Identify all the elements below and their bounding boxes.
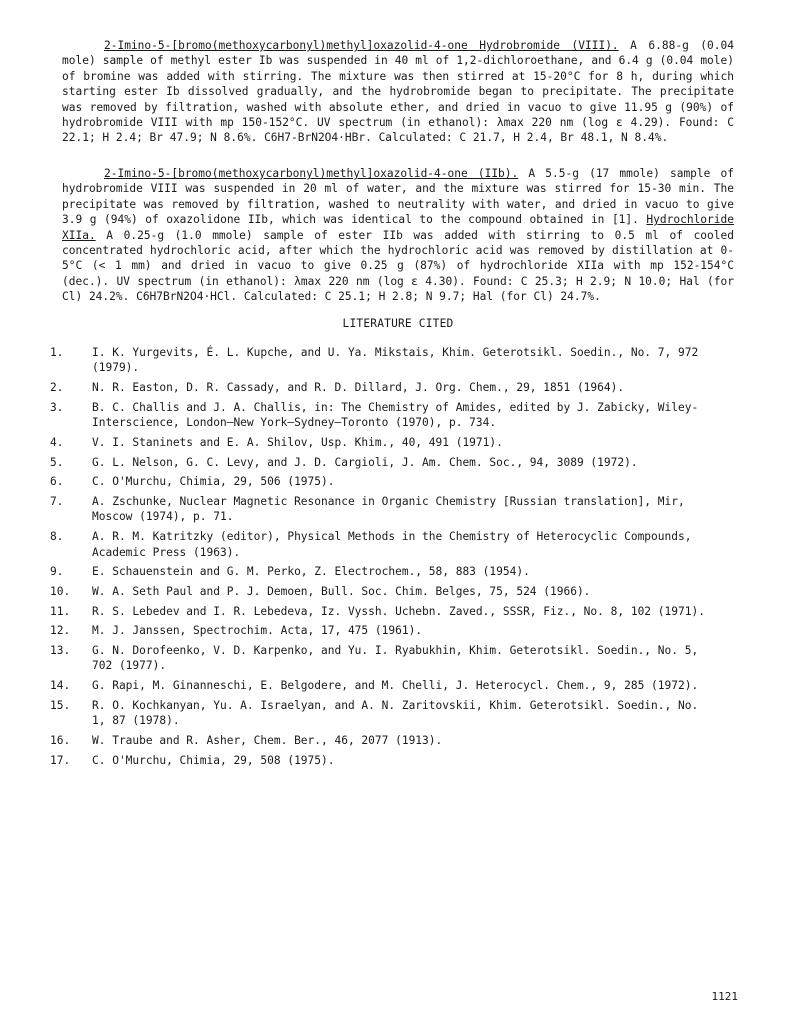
reference-item	[50, 380, 740, 395]
reference-item	[50, 474, 740, 489]
reference-item	[50, 678, 740, 693]
page-number: 1121	[711, 990, 738, 1003]
paragraph-xiia-body: A 0.25-g (1.0 mmole) sample of ester IIb was added with stirring to 0.5 ml of cooled concentrated hydrochloric acid, after which the hydrochloric acid was removed by distillation at 0-5°C (< 1 mm) and dried in vacuo to give 0.25 g (87%) of hydrochloride XIIa with mp 152-154°C (dec.). UV spectrum (in ethanol): λmax 220 nm (log ε 4.30). Found: C 25.3; H 2.9; N 10.0; Hal (for Cl) 24.2%. C6H7BrN2O4·HCl. Calculated: C 25.1; H 2.8; N 9.7; Hal (for Cl) 24.7%.	[62, 228, 734, 304]
reference-item	[50, 529, 740, 560]
reference-text: C. O'Murchu, Chimia, 29, 506 (1975).	[92, 475, 335, 489]
reference-text: G. Rapi, M. Ginanneschi, E. Belgodere, and M. Chelli, J. Heterocycl. Chem., 9, 285 (1972).	[92, 679, 699, 693]
reference-item	[50, 733, 740, 748]
reference-number: 14.	[50, 679, 71, 693]
reference-item	[50, 494, 740, 525]
reference-item	[50, 623, 740, 638]
reference-item	[50, 753, 740, 768]
reference-number: 11.	[50, 604, 71, 618]
compound-title-xiia: Hydrochloride XIIa.	[62, 213, 734, 242]
reference-number: 10.	[50, 584, 71, 598]
reference-number: 13.	[50, 644, 71, 658]
reference-number: 16.	[50, 733, 71, 747]
reference-number: 5.	[50, 455, 64, 469]
paragraph-iib-body: A 5.5-g (17 mmole) sample of hydrobromide VIII was suspended in 20 ml of water, and the mixture was stirred for 15-30 min. The precipitate was removed by filtration, washed to neutrality with water, and dried in vacuo to give 3.9 g (94%) of oxazolidone IIb, which was identical to the compound obtained in [1].	[62, 167, 734, 227]
reference-number: 2.	[50, 381, 64, 395]
reference-text: B. C. Challis and J. A. Challis, in: The Chemistry of Amides, edited by J. Zabicky, Wiley-Interscience, London—New York—Sydney—Toronto (1970), p. 734.	[92, 400, 699, 430]
reference-text: M. J. Janssen, Spectrochim. Acta, 17, 475 (1961).	[92, 624, 423, 638]
reference-text: W. A. Seth Paul and P. J. Demoen, Bull. Soc. Chim. Belges, 75, 524 (1966).	[92, 584, 591, 598]
reference-number: 3.	[50, 400, 64, 414]
reference-text: V. I. Staninets and E. A. Shilov, Usp. Khim., 40, 491 (1971).	[92, 435, 503, 449]
reference-item	[50, 604, 740, 619]
reference-item	[50, 698, 740, 729]
reference-number: 12.	[50, 624, 71, 638]
reference-item	[50, 345, 740, 376]
compound-title-iib: 2-Imino-5-[bromo(methoxycarbonyl)methyl]oxazolid-4-one (IIb).	[104, 167, 519, 180]
literature-heading: LITERATURE CITED	[342, 317, 454, 330]
reference-text: A. Zschunke, Nuclear Magnetic Resonance in Organic Chemistry [Russian translation], Mir, Moscow (1974), p. 71.	[92, 495, 685, 524]
paragraph-viii-body: A 6.88-g (0.04 mole) sample of methyl ester Ib was suspended in 40 ml of 1,2-dichloroethane, and 6.4 g (0.04 mole) of bromine was added with stirring. The mixture was then stirred at 15-20°C for 8 h, during which starting ester Ib dissolved gradually, and the hydrobromide began to precipitate. The precipitate was removed by filtration, washed with absolute ether, and dried in vacuo to give 11.95 g (90%) of hydrobromide VIII with mp 150-152°C. UV spectrum (in ethanol): λmax 220 nm (log ε 4.29). Found: C 22.1; H 2.4; Br 47.9; N 8.6%. C6H7-BrN2O4·HBr. Calculated: C 21.7, H 2.4, Br 48.1, N 8.4%.	[62, 39, 734, 145]
reference-item	[50, 435, 740, 450]
compound-title-viii: 2-Imino-5-[bromo(methoxycarbonyl)methyl]oxazolid-4-one Hydrobromide (VIII).	[104, 39, 619, 52]
reference-text: W. Traube and R. Asher, Chem. Ber., 46, 2077 (1913).	[92, 733, 443, 747]
reference-number: 8.	[50, 530, 64, 544]
reference-text: I. K. Yurgevits, É. L. Kupche, and U. Ya. Mikstais, Khim. Geterotsikl. Soedin., No. 7, 972 (1979).	[92, 346, 699, 375]
reference-text: E. Schauenstein and G. M. Perko, Z. Electrochem., 58, 883 (1954).	[92, 565, 530, 579]
paragraph-viii	[62, 38, 734, 146]
reference-number: 6.	[50, 475, 64, 489]
reference-item	[50, 455, 740, 470]
reference-item	[50, 564, 740, 579]
reference-text: A. R. M. Katritzky (editor), Physical Methods in the Chemistry of Heterocyclic Compounds, Academic Press (1963).	[92, 530, 692, 559]
reference-number: 4.	[50, 435, 64, 449]
reference-number: 9.	[50, 565, 64, 579]
reference-text: G. L. Nelson, G. C. Levy, and J. D. Cargioli, J. Am. Chem. Soc., 94, 3089 (1972).	[92, 455, 638, 469]
reference-item	[50, 643, 740, 674]
reference-number: 7.	[50, 495, 64, 509]
reference-text: N. R. Easton, D. R. Cassady, and R. D. Dillard, J. Org. Chem., 29, 1851 (1964).	[92, 381, 625, 395]
reference-item	[50, 400, 740, 431]
reference-text: R. S. Lebedev and I. R. Lebedeva, Iz. Vyssh. Uchebn. Zaved., SSSR, Fiz., No. 8, 102 (1971).	[92, 604, 705, 618]
reference-number: 1.	[50, 346, 64, 359]
reference-text: R. O. Kochkanyan, Yu. A. Israelyan, and A. N. Zaritovskii, Khim. Geterotsikl. Soedin., No. 1, 87 (1978).	[92, 698, 699, 728]
reference-list	[50, 345, 740, 772]
reference-text: G. N. Dorofeenko, V. D. Karpenko, and Yu. I. Ryabukhin, Khim. Geterotsikl. Soedin., No. 5, 702 (1977).	[92, 644, 699, 673]
reference-number: 17.	[50, 753, 71, 767]
reference-text: C. O'Murchu, Chimia, 29, 508 (1975).	[92, 753, 335, 767]
reference-item	[50, 584, 740, 599]
reference-number: 15.	[50, 698, 71, 712]
paragraph-iib	[62, 166, 734, 305]
